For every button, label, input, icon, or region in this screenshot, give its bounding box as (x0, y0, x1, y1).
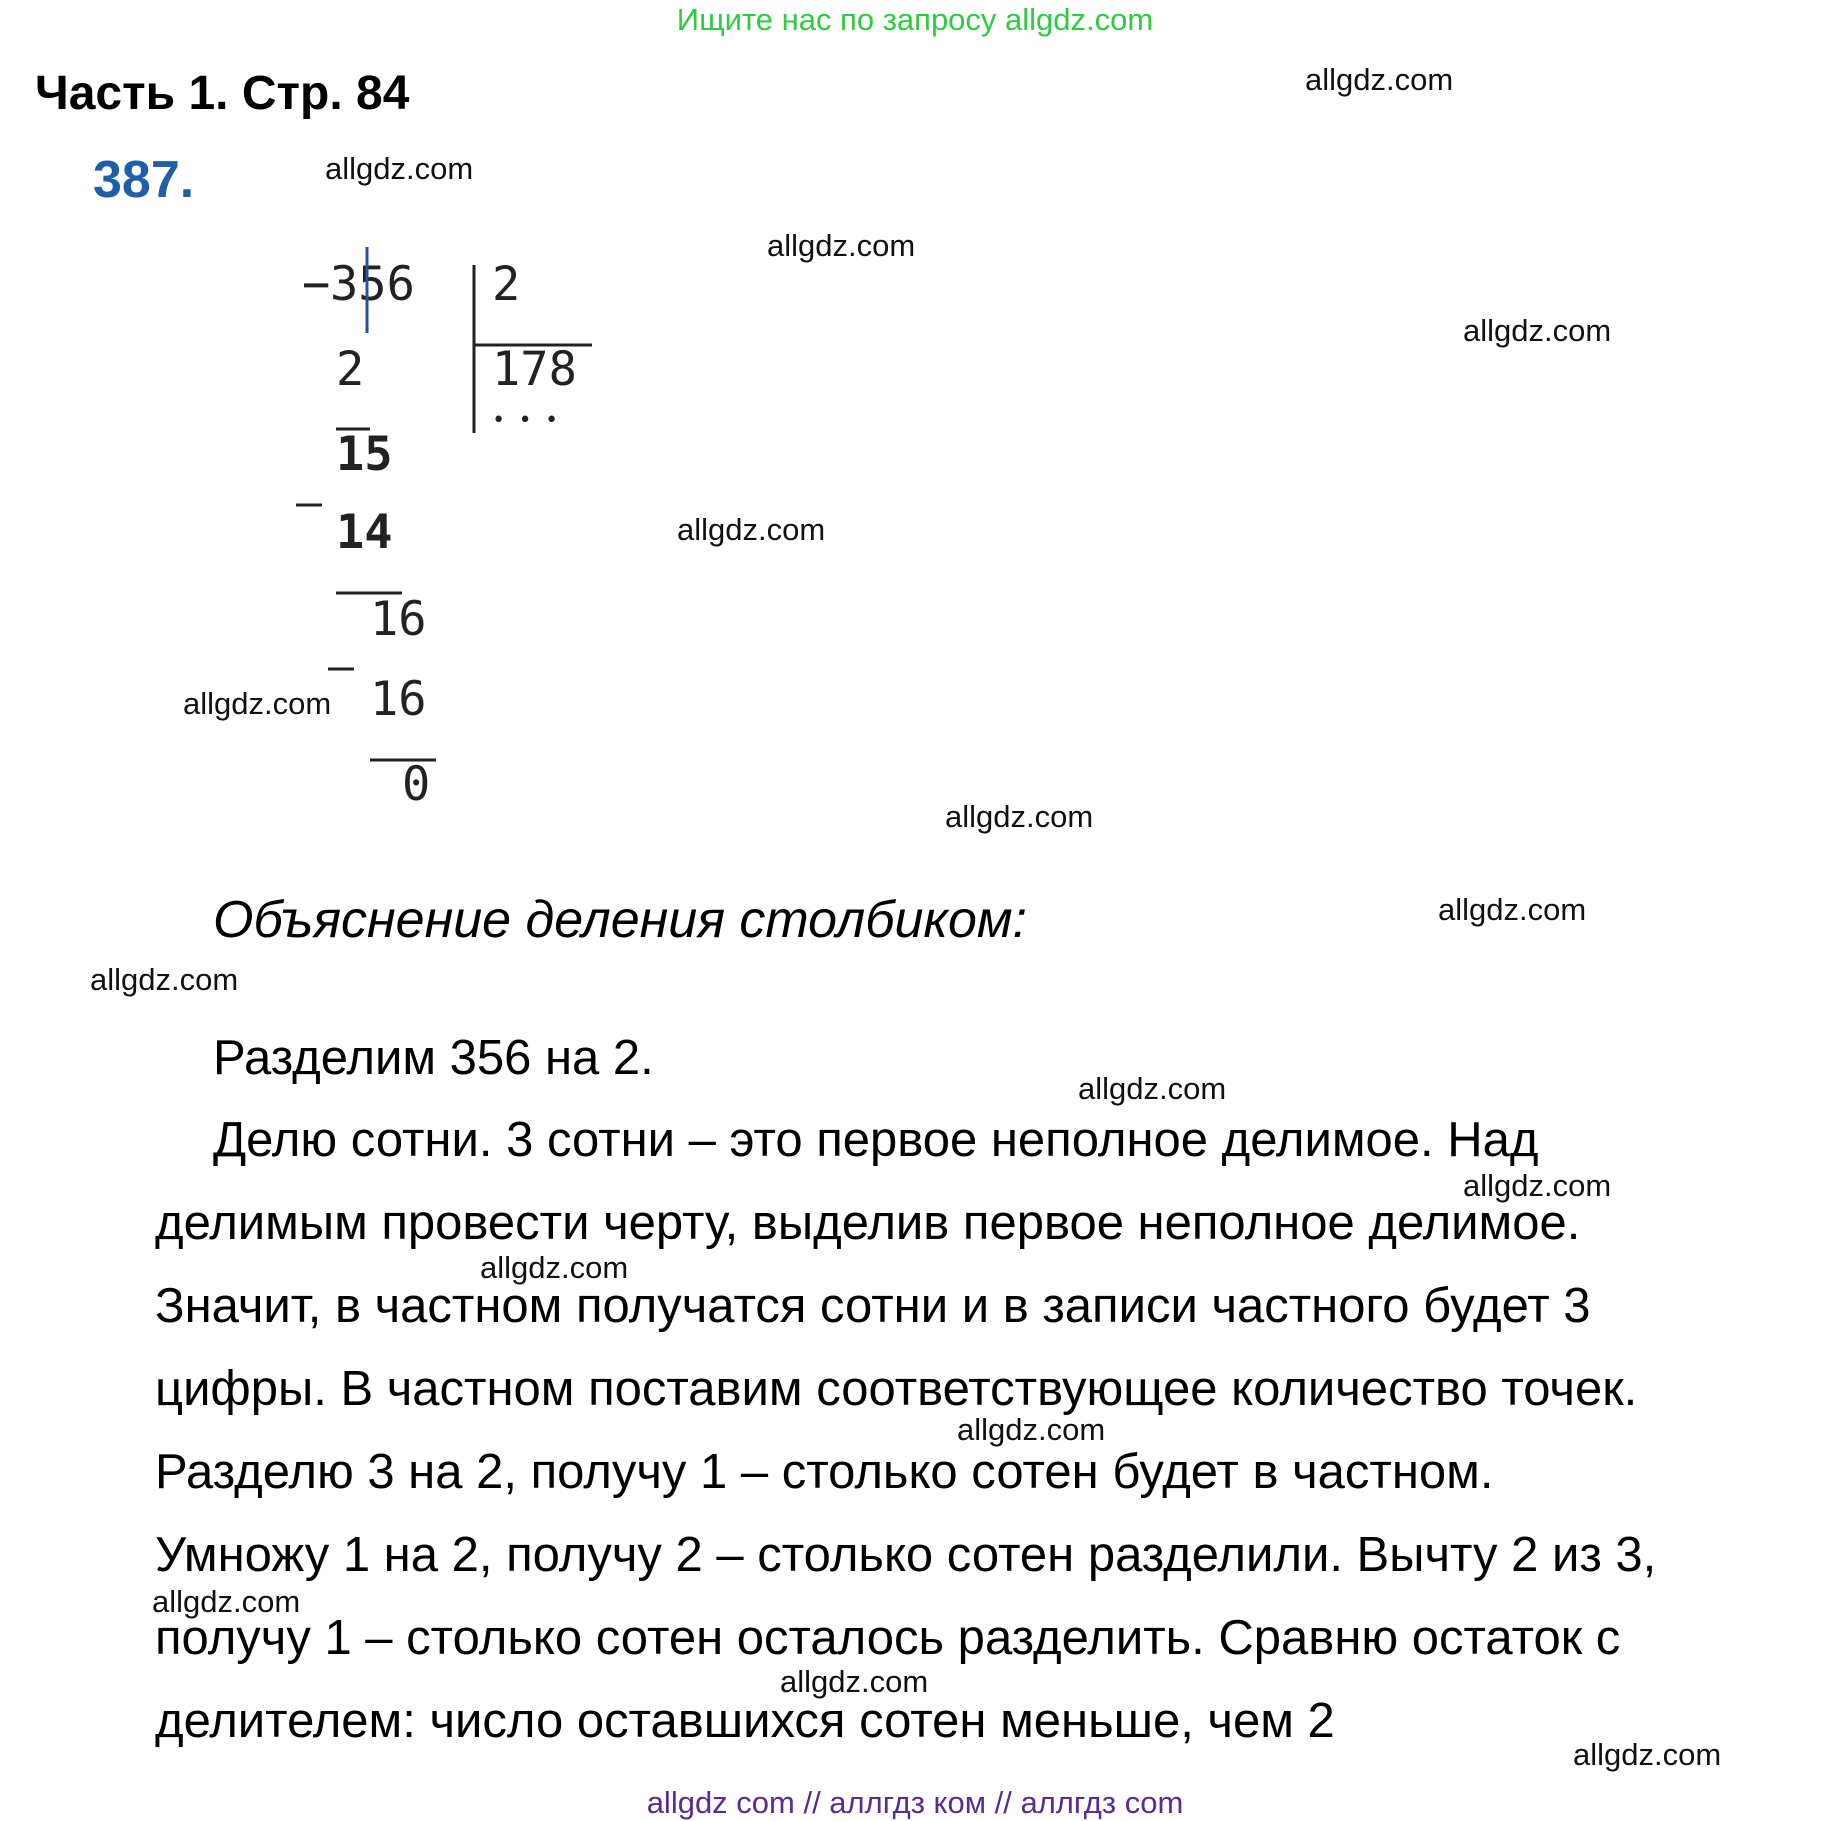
page-header: Часть 1. Стр. 84 (35, 67, 410, 120)
watermark: allgdz.com (1573, 1737, 1722, 1772)
explanation-line: цифры. В частном поставим соответствующее количество точек. (155, 1362, 1638, 1416)
watermark: allgdz.com (1078, 1071, 1227, 1106)
long-division (280, 235, 620, 835)
subtrahend-2: 14 (336, 505, 393, 560)
watermark: allgdz.com (767, 228, 916, 263)
remainder: 0 (402, 757, 431, 812)
watermark: allgdz.com (325, 151, 474, 186)
subtrahend-3: 16 (370, 672, 427, 727)
task-number: 387. (93, 151, 195, 209)
dividend: 356 (330, 257, 415, 312)
explanation-line: Умножу 1 на 2, получу 2 – столько сотен разделили. Вычту 2 из 3, (155, 1528, 1657, 1582)
partial-dividend-2: 15 (336, 427, 393, 482)
watermark: allgdz.com (90, 962, 239, 997)
top-banner[interactable]: Ищите нас по запросу allgdz.com (676, 2, 1154, 37)
watermark: allgdz.com (1463, 313, 1612, 348)
explanation-line: делителем: число оставшихся сотен меньше, чем 2 (155, 1694, 1335, 1748)
watermark: allgdz.com (152, 1584, 301, 1619)
footer-links[interactable]: allgdz com // аллгдз ком // аллгдз com (646, 1785, 1184, 1820)
watermark: allgdz.com (1438, 892, 1587, 927)
explanation-line: получу 1 – столько сотен осталось разделить. Сравню остаток с (155, 1611, 1621, 1665)
watermark: allgdz.com (780, 1664, 929, 1699)
watermark: allgdz.com (677, 512, 826, 547)
explanation-line: Делю сотни. 3 сотни – это первое неполное делимое. Над (213, 1113, 1539, 1167)
partial-dividend-3: 16 (370, 592, 427, 647)
watermark: allgdz.com (183, 686, 332, 721)
explanation-line: делимым провести черту, выделив первое неполное делимое. (155, 1196, 1581, 1250)
watermark: allgdz.com (1463, 1168, 1612, 1203)
explanation-line: Значит, в частном получатся сотни и в записи частного будет 3 (155, 1279, 1591, 1333)
divisor: 2 (492, 257, 521, 312)
watermark: allgdz.com (20, 1740, 169, 1775)
watermark: allgdz.com (957, 1412, 1106, 1447)
quotient-dots: • • • (492, 408, 559, 433)
subtrahend-1: 2 (336, 342, 365, 397)
explanation-title: Объяснение деления столбиком: (213, 891, 1027, 949)
explanation-line: Разделим 356 на 2. (213, 1031, 654, 1085)
watermark: allgdz.com (480, 1250, 629, 1285)
watermark: allgdz.com (945, 799, 1094, 834)
quotient: 178 (492, 342, 577, 397)
explanation-line: Разделю 3 на 2, получу 1 – столько сотен будет в частном. (155, 1445, 1494, 1499)
watermark: allgdz.com (1305, 62, 1454, 97)
minus-sign: − (302, 257, 331, 312)
